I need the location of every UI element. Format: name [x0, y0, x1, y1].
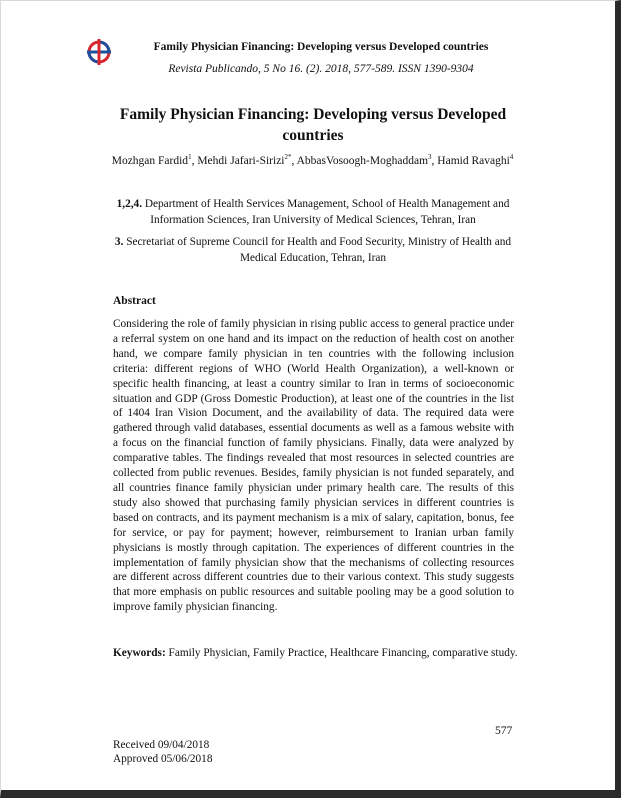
- author-name: Mehdi Jafari-Sirizi: [197, 154, 285, 167]
- paper-title-line-1: Family Physician Financing: Developing versus Developed: [119, 106, 507, 123]
- received-date: Received 09/04/2018: [113, 739, 210, 751]
- author-name: Hamid Ravaghi: [437, 154, 510, 167]
- author-mark: 3: [428, 153, 432, 161]
- affiliation: [113, 235, 513, 266]
- abstract-body: Considering the role of family physician in rising public access to general practice under a referral system on one hand and its impact on the reduction of health cost on another hand, we compare family physician in ten countries with the following inclusion criteria: different regions of WHO (World Health Organization), a well-known or specific health financing, at least a country similar to Iran in terms of socioeconomic situation and GDP (Gross Domestic Production), at least one of the countries in the list of 1404 Iran Vision Document, and the availability of data. The required data were gathered through valid databases, essential documents as well as a famous website with a focus on the financial function of family physicians. Finally, data were analyzed by comparative tables. The findings revealed that most resources in selected countries are collected from public revenues. Besides, family physician is not funded separately, and all countries finance family physician under primary health care. The results of this study also showed that purchasing family physician services in different countries is based on contracts, and its payment mechanism is a mix of salary, capitation, bonus, fee for service, or pay for payment; however, reimbursement to Iranian urban family physicians is mostly through capitation. The experiences of different countries in the implementation of family physician show that the mechanisms of collecting resources are different across different countries due to their various context. This study suggests that more emphasis on public resources and suitable pooling may be a good solution to improve family physician financing.: [113, 318, 514, 614]
- author-separator: ,: [191, 154, 198, 167]
- journal-citation: Revista Publicando, 5 No 16. (2). 2018, 577-589. ISSN 1390-9304: [168, 63, 474, 75]
- running-title: Family Physician Financing: Developing versus Developed countries: [153, 41, 489, 53]
- keywords-list: Family Physician, Family Practice, Healthcare Financing, comparative study.: [165, 647, 518, 659]
- author-mark: 4: [509, 153, 514, 161]
- approved-date: Approved 05/06/2018: [113, 753, 213, 765]
- author-list: [61, 153, 564, 167]
- affiliation: [113, 197, 513, 228]
- keywords: [113, 647, 533, 659]
- paper-title: [113, 104, 513, 146]
- author-mark: 1: [188, 153, 192, 161]
- author-name: AbbasVosoogh-Moghaddam: [296, 154, 429, 167]
- paper-title-line-2: countries: [282, 127, 344, 144]
- author-name: Mozhgan Fardid: [111, 154, 189, 167]
- journal-logo-icon: [85, 38, 113, 66]
- affiliation-label: 3.: [114, 236, 124, 248]
- author-separator: ,: [291, 154, 297, 167]
- author-mark: 2*: [284, 153, 292, 161]
- affiliation-text: Secretariat of Supreme Council for Health and Food Security, Ministry of Health and Medical Education, Tehran, Iran: [123, 236, 512, 264]
- abstract-heading: Abstract: [113, 295, 156, 307]
- author-separator: ,: [431, 154, 438, 167]
- affiliation-label: 1,2,4.: [116, 198, 143, 210]
- affiliation-text: Department of Health Services Management, School of Health Management and Information Sciences, Iran University of Medical Sciences, Tehran, Iran: [142, 198, 510, 226]
- page-number: 577: [495, 725, 513, 737]
- keywords-label: Keywords:: [113, 647, 166, 659]
